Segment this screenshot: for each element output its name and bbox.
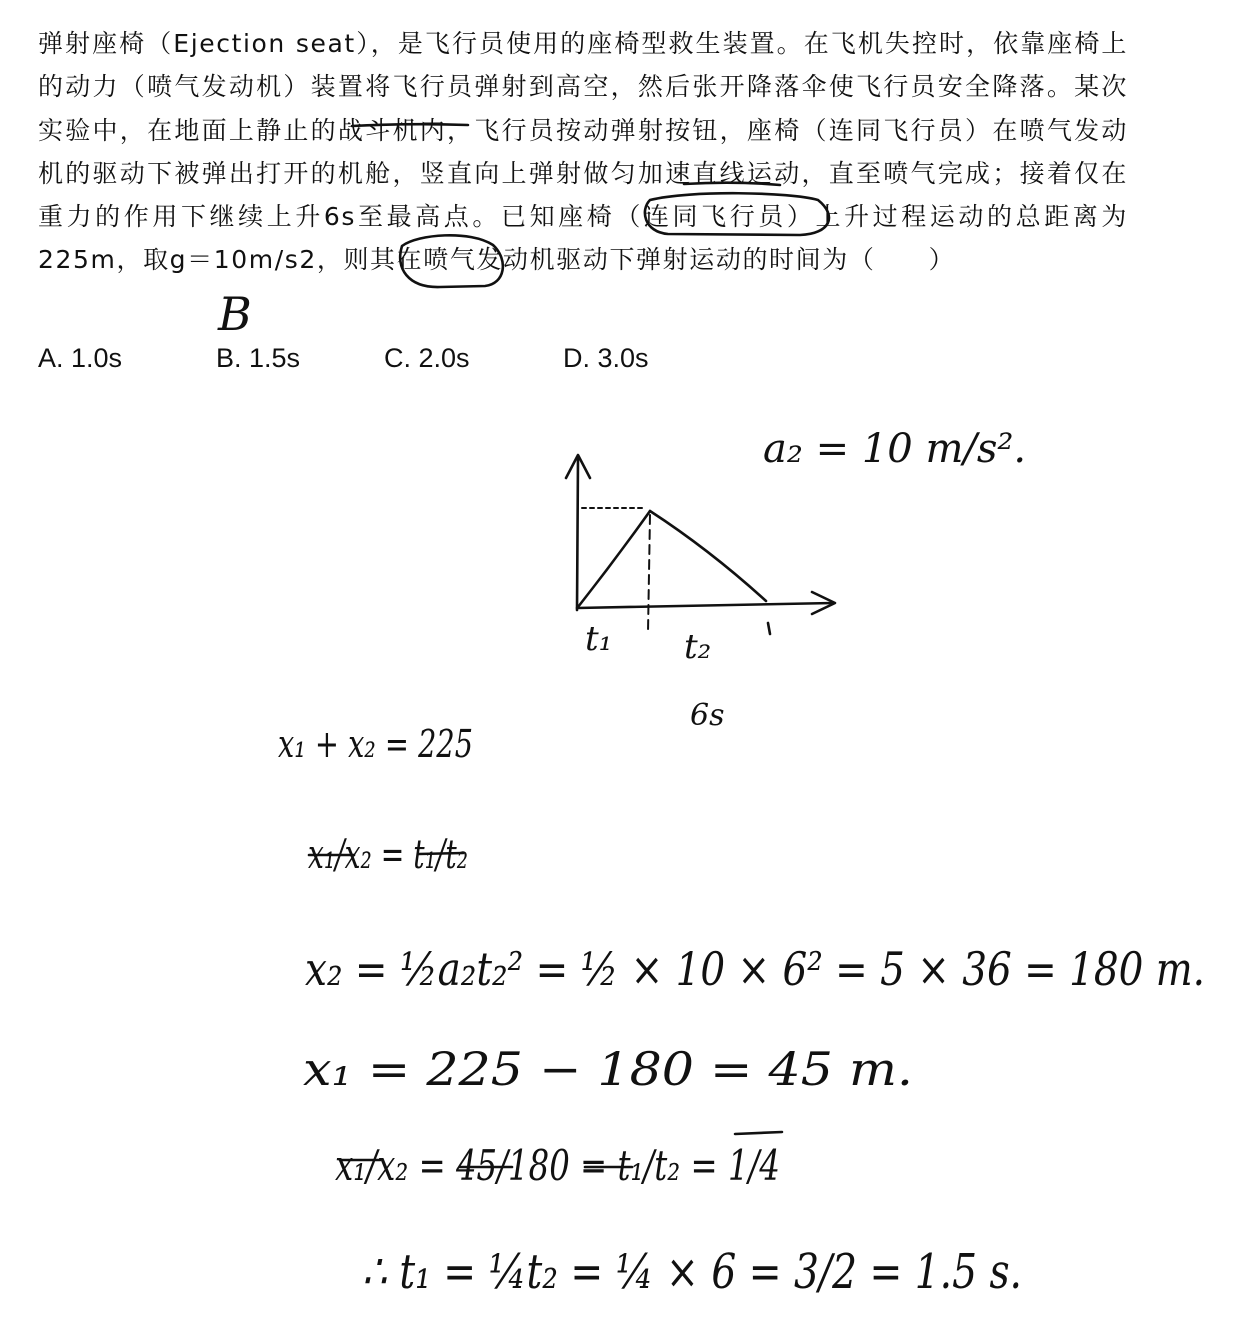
underline-stationary-mark bbox=[352, 124, 468, 126]
handwritten-answer: B bbox=[218, 287, 252, 341]
work-line-t1: ∴ t₁ = ¼t₂ = ¼ × 6 = 3/2 = 1.5 s. bbox=[362, 1244, 1022, 1300]
work-line-sum: x₁ + x₂ = 225 bbox=[278, 722, 473, 766]
accel-note: a₂ = 10 m/s². bbox=[763, 426, 1027, 472]
option-c: C. 2.0s bbox=[384, 343, 470, 373]
option-d: D. 3.0s bbox=[563, 343, 649, 373]
graph-rise-line bbox=[578, 511, 650, 607]
question-text: 弹射座椅（Ejection seat），是飞行员使用的座椅型救生装置。在飞机失控时，依靠座椅上的动力（喷气发动机）装置将飞行员弹射到高空，然后张开降落伞使飞行员安全降落。某次实验中，在地面上静止的战斗机内，飞行员按动弹射按钮，座椅（连同飞行员）在喷气发动机的驱动下被弹出打开的机舱，竖直向上弹射做匀加速直线运动，直至喷气完成；接着仅在重力的作用下继续上升6s至最高点。已知座椅（连同飞行员）上升过程运动的总距离为225m，取g＝10m/s2，则其在喷气发动机驱动下弹射运动的时间为（ ） bbox=[38, 29, 1128, 275]
work-line-x2: x₂ = ½a₂t₂² = ½ × 10 × 6² = 5 × 36 = 180 m. bbox=[305, 942, 1205, 996]
graph-label-t1: t₁ bbox=[585, 619, 613, 659]
option-b: B. 1.5s bbox=[216, 343, 301, 373]
graph-tick-end bbox=[768, 623, 770, 634]
work-line-ratio: x₁/x₂ = t₁/t₂ bbox=[308, 832, 468, 878]
graph-label-t2: t₂ bbox=[684, 627, 712, 667]
circle-225m-mark bbox=[400, 235, 503, 287]
graph-y-axis bbox=[577, 458, 578, 610]
work-line-x1: x₁ = 225 − 180 = 45 m. bbox=[303, 1042, 913, 1096]
circle-6s-mark bbox=[645, 193, 829, 235]
fraction-bar bbox=[735, 1132, 782, 1134]
underline-vertical-mark bbox=[684, 183, 780, 185]
graph-x-axis bbox=[577, 603, 833, 608]
graph-fall-line bbox=[650, 511, 766, 601]
graph-label-6s: 6s bbox=[690, 698, 725, 733]
graph-peak-dashed-line bbox=[648, 515, 650, 632]
option-a: A. 1.0s bbox=[38, 343, 123, 373]
work-line-fraction: x₁/x₂ = 45/180 = t₁/t₂ = 1/4 bbox=[335, 1141, 780, 1190]
